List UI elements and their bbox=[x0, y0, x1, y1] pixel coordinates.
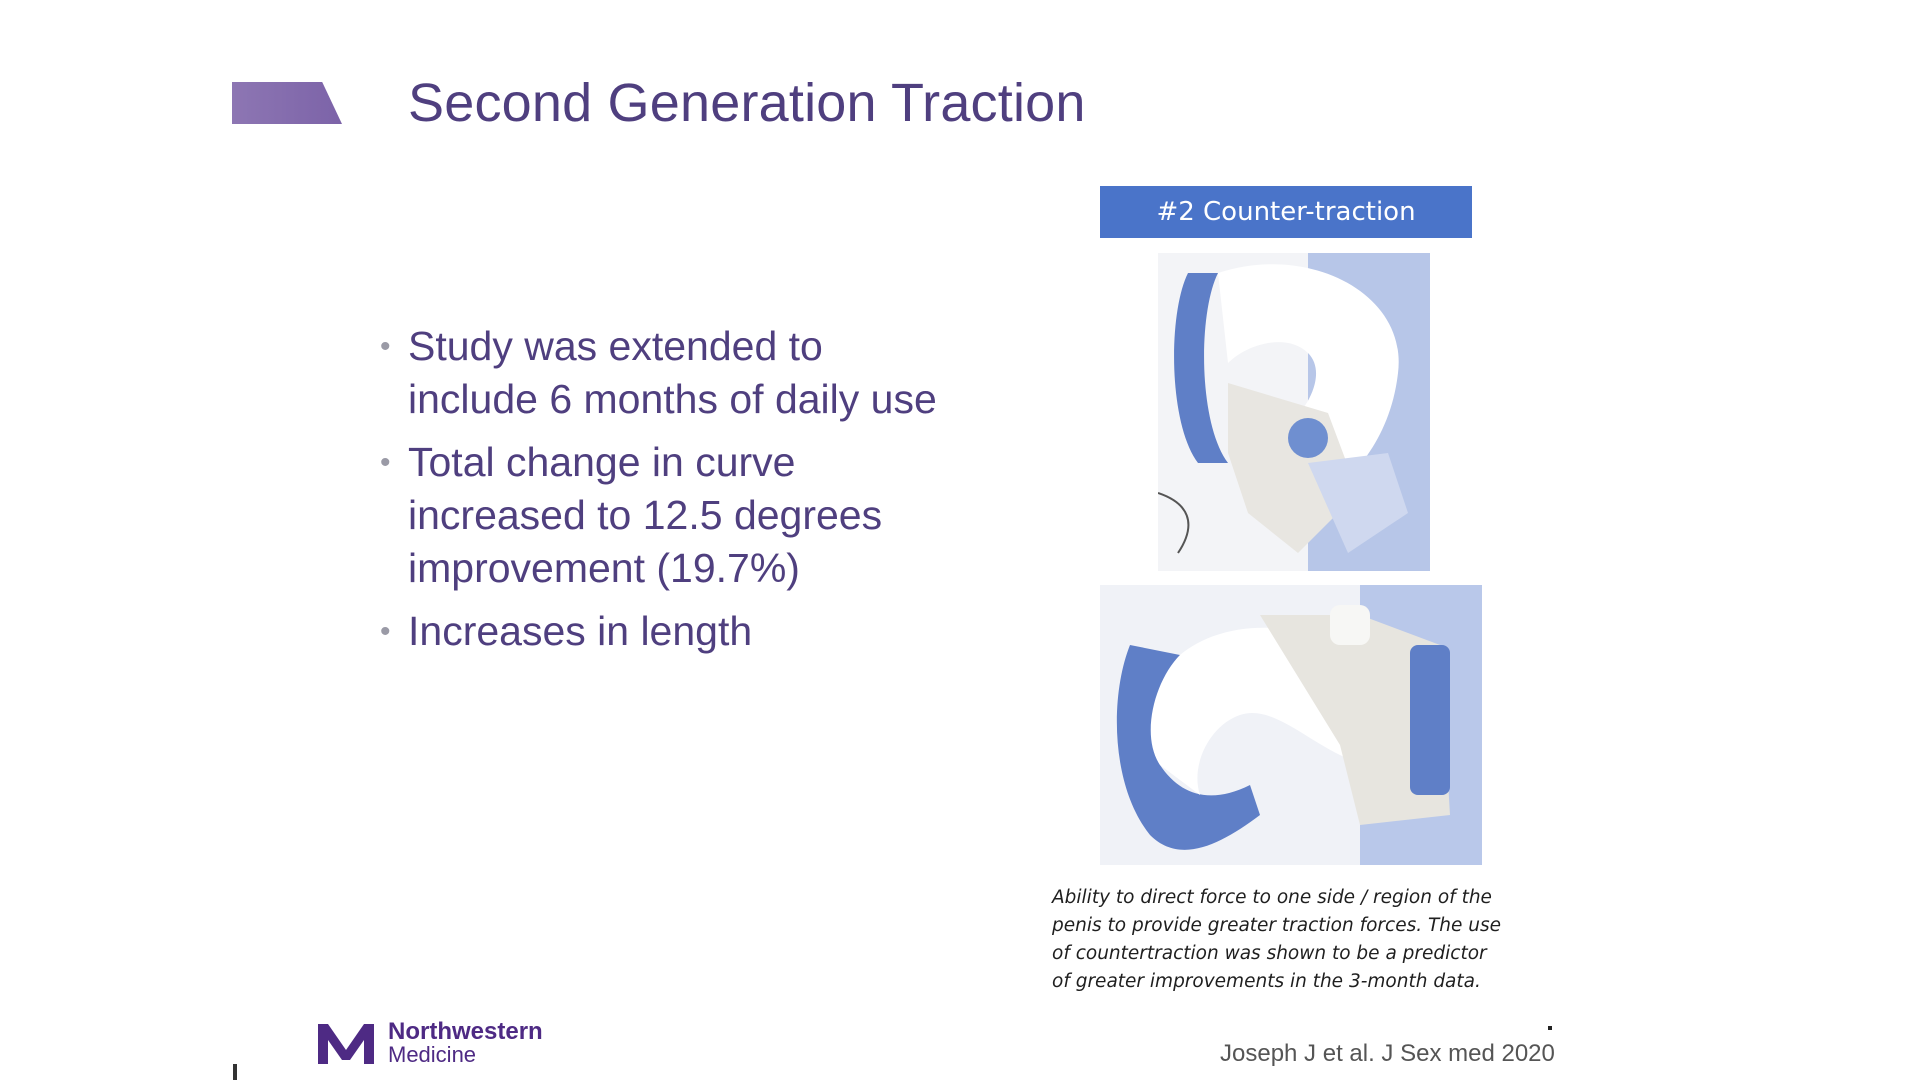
citation: Joseph J et al. J Sex med 2020 bbox=[1220, 1040, 1555, 1067]
northwestern-medicine-logo bbox=[316, 1020, 543, 1066]
corner-mark bbox=[233, 1064, 237, 1080]
logo-name: Northwestern bbox=[388, 1018, 543, 1045]
device-image-top bbox=[1158, 253, 1430, 571]
title-accent-bar bbox=[232, 82, 342, 124]
bullet-item bbox=[380, 605, 940, 658]
bullet-dot-icon: • bbox=[380, 446, 391, 479]
nm-logo-icon bbox=[316, 1020, 376, 1066]
bullet-item bbox=[380, 436, 940, 595]
bullet-text: Increases in length bbox=[408, 608, 753, 654]
bullet-text: Study was extended to include 6 months of daily use bbox=[408, 323, 937, 422]
logo-subtitle: Medicine bbox=[388, 1042, 477, 1067]
bullet-text: Total change in curve increased to 12.5 degrees improvement (19.7%) bbox=[408, 439, 883, 591]
bullet-dot-icon: • bbox=[380, 330, 391, 363]
figure-caption: Ability to direct force to one side / region of the penis to provide greater traction forces. The use of countertraction was shown to be a predictor of greater improvements in the 3-month data. bbox=[1052, 887, 1502, 992]
bullet-dot-icon: • bbox=[380, 615, 391, 648]
stray-dot bbox=[1548, 1026, 1552, 1030]
counter-traction-label: #2 Counter-traction bbox=[1100, 186, 1472, 238]
device-image-bottom bbox=[1100, 585, 1482, 865]
slide-title: Second Generation Traction bbox=[408, 73, 1086, 133]
bullet-item bbox=[380, 320, 940, 426]
bullet-list bbox=[380, 320, 940, 668]
